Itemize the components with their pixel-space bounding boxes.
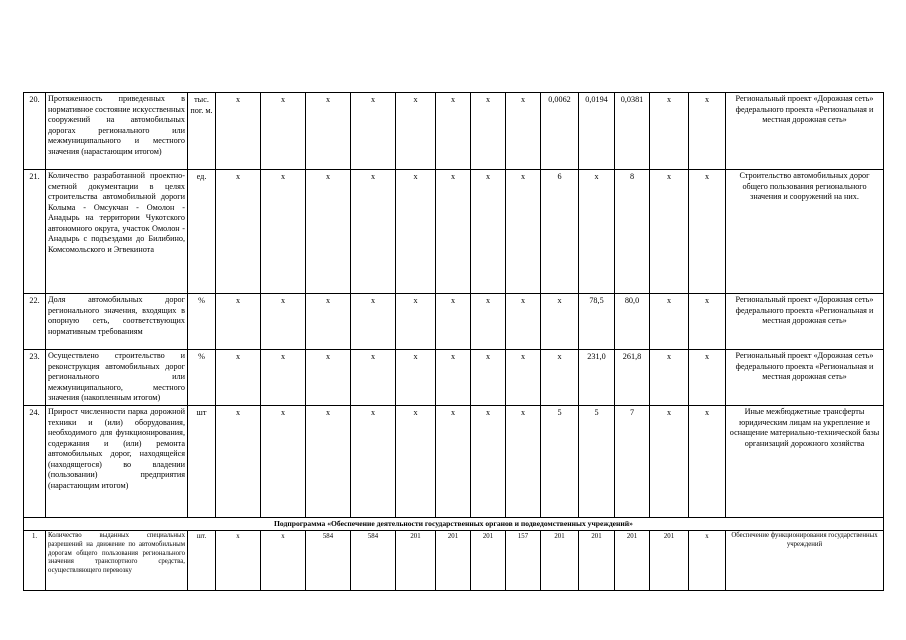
indicator-name: Прирост численности парка дорожной техники и (или) оборудования, необходимого для функционирования, содержания и (или) ремонта автомобильных дорог, находящейся (находящегося) во владении (пользовании) предприятия (нарастающим итогом) (46, 406, 188, 518)
value-cell: 201 (396, 531, 436, 591)
value-cell: x (216, 93, 261, 170)
value-cell: x (506, 294, 541, 350)
indicator-name: Доля автомобильных дорог регионального значения, входящих в опорную сеть, соответствующих нормативным требованиям (46, 294, 188, 350)
value-cell: x (261, 531, 306, 591)
value-cell: x (436, 350, 471, 406)
value-cell: 0,0062 (541, 93, 579, 170)
table-row (24, 294, 884, 350)
value-cell: x (541, 350, 579, 406)
row-number: 20. (24, 93, 46, 170)
row-number: 22. (24, 294, 46, 350)
unit: ед. (188, 170, 216, 294)
value-cell: x (579, 170, 615, 294)
value-cell: x (436, 170, 471, 294)
value-cell: x (650, 406, 689, 518)
value-cell: 5 (579, 406, 615, 518)
indicator-name: Количество выданных специальных разрешений на движение по автомобильным дорогам общего пользования регионального значения транспортного средства, осуществляющего перевозку (46, 531, 188, 591)
unit: % (188, 294, 216, 350)
value-cell: x (689, 531, 726, 591)
row-number: 21. (24, 170, 46, 294)
row-number: 23. (24, 350, 46, 406)
value-cell: x (261, 170, 306, 294)
value-cell: 5 (541, 406, 579, 518)
indicators-table (23, 92, 884, 591)
value-cell: x (306, 406, 351, 518)
value-cell: x (471, 350, 506, 406)
unit: тыс. пог. м. (188, 93, 216, 170)
value-cell: x (396, 170, 436, 294)
value-cell: x (471, 406, 506, 518)
value-cell: x (689, 93, 726, 170)
value-cell: 78,5 (579, 294, 615, 350)
value-cell: 6 (541, 170, 579, 294)
value-cell: x (216, 170, 261, 294)
value-cell: x (689, 170, 726, 294)
value-cell: x (351, 93, 396, 170)
value-cell: 80,0 (615, 294, 650, 350)
value-cell: x (689, 406, 726, 518)
value-cell: x (306, 170, 351, 294)
value-cell: 0,0381 (615, 93, 650, 170)
value-cell: x (261, 350, 306, 406)
value-cell: 201 (615, 531, 650, 591)
value-cell: x (216, 406, 261, 518)
value-cell: x (216, 350, 261, 406)
value-cell: 201 (650, 531, 689, 591)
unit: шт. (188, 531, 216, 591)
value-cell: x (650, 350, 689, 406)
value-cell: x (261, 406, 306, 518)
source-cell: Региональный проект «Дорожная сеть» федерального проекта «Региональная и местная дорожная сеть» (726, 350, 884, 406)
table-row (24, 350, 884, 406)
value-cell: x (436, 93, 471, 170)
value-cell: 201 (541, 531, 579, 591)
value-cell: x (306, 350, 351, 406)
value-cell: x (306, 294, 351, 350)
value-cell: x (650, 294, 689, 350)
value-cell: x (436, 406, 471, 518)
value-cell: 8 (615, 170, 650, 294)
table-row (24, 406, 884, 518)
value-cell: x (689, 350, 726, 406)
source-cell: Иные межбюджетные трансферты юридическим лицам на укрепление и оснащение материально-технической базы организаций дорожного хозяйства (726, 406, 884, 518)
value-cell: x (306, 93, 351, 170)
value-cell: x (471, 170, 506, 294)
value-cell: 261,8 (615, 350, 650, 406)
value-cell: 231,0 (579, 350, 615, 406)
value-cell: x (689, 294, 726, 350)
value-cell: 201 (436, 531, 471, 591)
source-cell: Строительство автомобильных дорог общего пользования регионального значения и сооружений на них. (726, 170, 884, 294)
value-cell: x (396, 350, 436, 406)
value-cell: x (396, 294, 436, 350)
value-cell: x (506, 170, 541, 294)
value-cell: 157 (506, 531, 541, 591)
value-cell: x (471, 93, 506, 170)
value-cell: 0,0194 (579, 93, 615, 170)
value-cell: x (506, 93, 541, 170)
source-cell: Региональный проект «Дорожная сеть» федерального проекта «Региональная и местная дорожная сеть» (726, 93, 884, 170)
value-cell: x (541, 294, 579, 350)
indicator-name: Протяженность приведенных в нормативное состояние искусственных сооружений на автомобильных дорогах регионального или межмуниципального и местного значения (нарастающим итогом) (46, 93, 188, 170)
indicator-name: Количество разработанной проектно-сметной документации в целях строительства автомобильной дороги Колыма - Омсукчан - Омолон - Анадырь на территории Чукотского автономного округа, участок Омолон - Анадырь с подъездами до Билибино, Комсомольского и Эгвекинота (46, 170, 188, 294)
row-number: 1. (24, 531, 46, 591)
table-row (24, 93, 884, 170)
value-cell: 201 (471, 531, 506, 591)
source-cell: Региональный проект «Дорожная сеть» федерального проекта «Региональная и местная дорожная сеть» (726, 294, 884, 350)
value-cell: x (650, 93, 689, 170)
source-cell: Обеспечение функционирования государственных учреждений (726, 531, 884, 591)
value-cell: x (351, 170, 396, 294)
value-cell: x (506, 350, 541, 406)
value-cell: x (506, 406, 541, 518)
value-cell: 584 (306, 531, 351, 591)
value-cell: x (436, 294, 471, 350)
subprogram-header-row (24, 518, 884, 531)
value-cell: x (216, 294, 261, 350)
value-cell: x (396, 93, 436, 170)
subprogram-title: Подпрограмма «Обеспечение деятельности государственных органов и подведомственных учреждений» (24, 518, 884, 531)
value-cell: x (471, 294, 506, 350)
value-cell: x (351, 406, 396, 518)
table-row (24, 531, 884, 591)
table-row (24, 170, 884, 294)
value-cell: 584 (351, 531, 396, 591)
value-cell: 201 (579, 531, 615, 591)
value-cell: x (351, 350, 396, 406)
value-cell: x (261, 93, 306, 170)
value-cell: x (396, 406, 436, 518)
value-cell: x (650, 170, 689, 294)
unit: % (188, 350, 216, 406)
row-number: 24. (24, 406, 46, 518)
value-cell: 7 (615, 406, 650, 518)
unit: шт (188, 406, 216, 518)
value-cell: x (351, 294, 396, 350)
value-cell: x (261, 294, 306, 350)
indicator-name: Осуществлено строительство и реконструкция автомобильных дорог регионального или межмуниципального, местного значения (накопленным итогом) (46, 350, 188, 406)
value-cell: x (216, 531, 261, 591)
